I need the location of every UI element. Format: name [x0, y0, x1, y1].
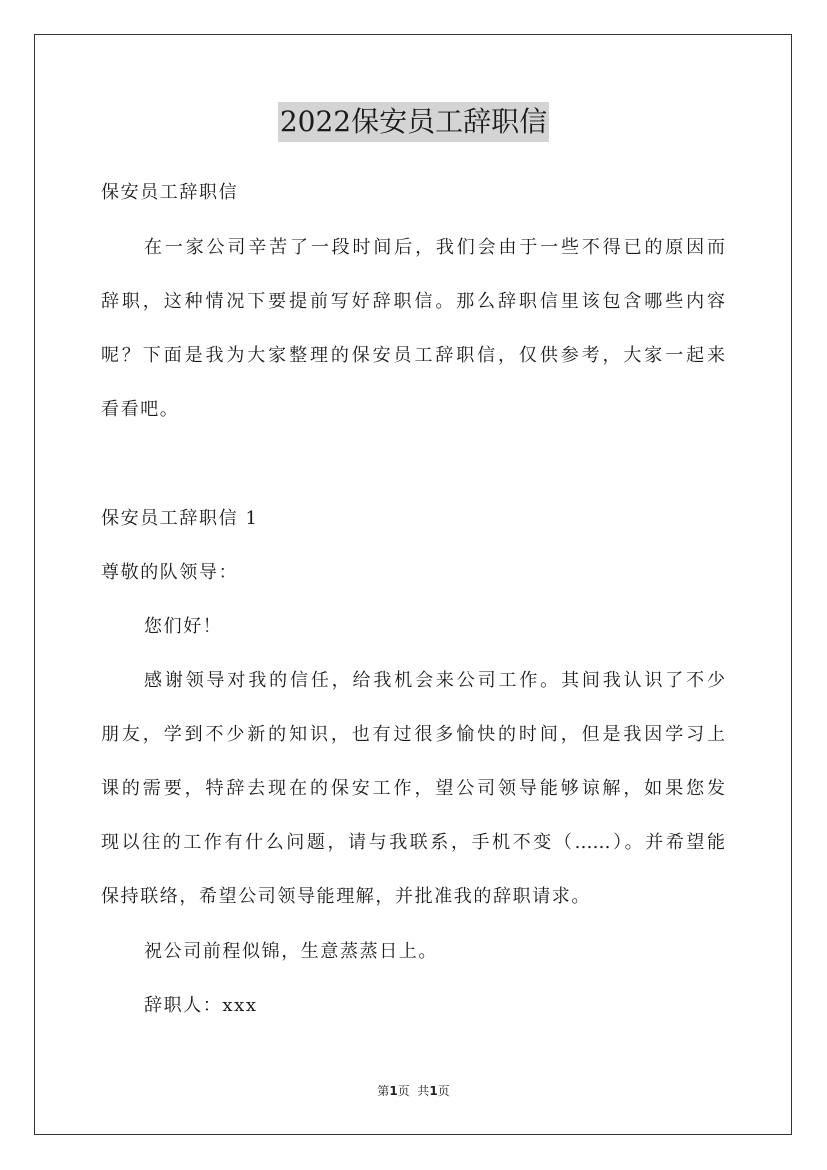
body-line-3: 课的需要，特辞去现在的保安工作，望公司领导能够谅解，如果您发: [101, 778, 725, 799]
body-line-4: 现以往的工作有什么问题，请与我联系，手机不变（……）。并希望能: [101, 832, 725, 853]
intro-line-2: 辞职，这种情况下要提前写好辞职信。那么辞职信里该包含哪些内容: [101, 291, 725, 312]
document-title: 2022保安员工辞职信: [278, 102, 549, 142]
signature: 辞职人：xxx: [144, 995, 258, 1016]
intro-line-4: 看看吧。: [101, 399, 180, 420]
page-footer: [0, 1083, 827, 1099]
body-line-1: 感谢领导对我的信任，给我机会来公司工作。其间我认识了不少: [144, 670, 725, 691]
letter-heading: 保安员工辞职信 1: [101, 508, 259, 529]
document-subtitle: 保安员工辞职信: [101, 182, 239, 203]
body-line-5: 保持联络，希望公司领导能理解，并批准我的辞职请求。: [101, 886, 591, 907]
salutation: 尊敬的队领导：: [101, 562, 239, 583]
intro-line-1: 在一家公司辛苦了一段时间后，我们会由于一些不得已的原因而: [144, 237, 725, 258]
footer-page-prefix: 第: [377, 1084, 390, 1098]
greeting: 您们好！: [144, 616, 223, 637]
footer-page-mid: 页 共: [397, 1084, 430, 1098]
title-container: [0, 102, 827, 142]
closing-wish: 祝公司前程似锦，生意蒸蒸日上。: [144, 941, 438, 962]
footer-page-number: 1: [389, 1084, 398, 1098]
footer-page-suffix: 页: [437, 1084, 450, 1098]
body-line-2: 朋友，学到不少新的知识，也有过很多愉快的时间，但是我因学习上: [101, 724, 725, 745]
intro-line-3: 呢？下面是我为大家整理的保安员工辞职信，仅供参考，大家一起来: [101, 345, 725, 366]
footer-total-pages: 1: [429, 1084, 438, 1098]
